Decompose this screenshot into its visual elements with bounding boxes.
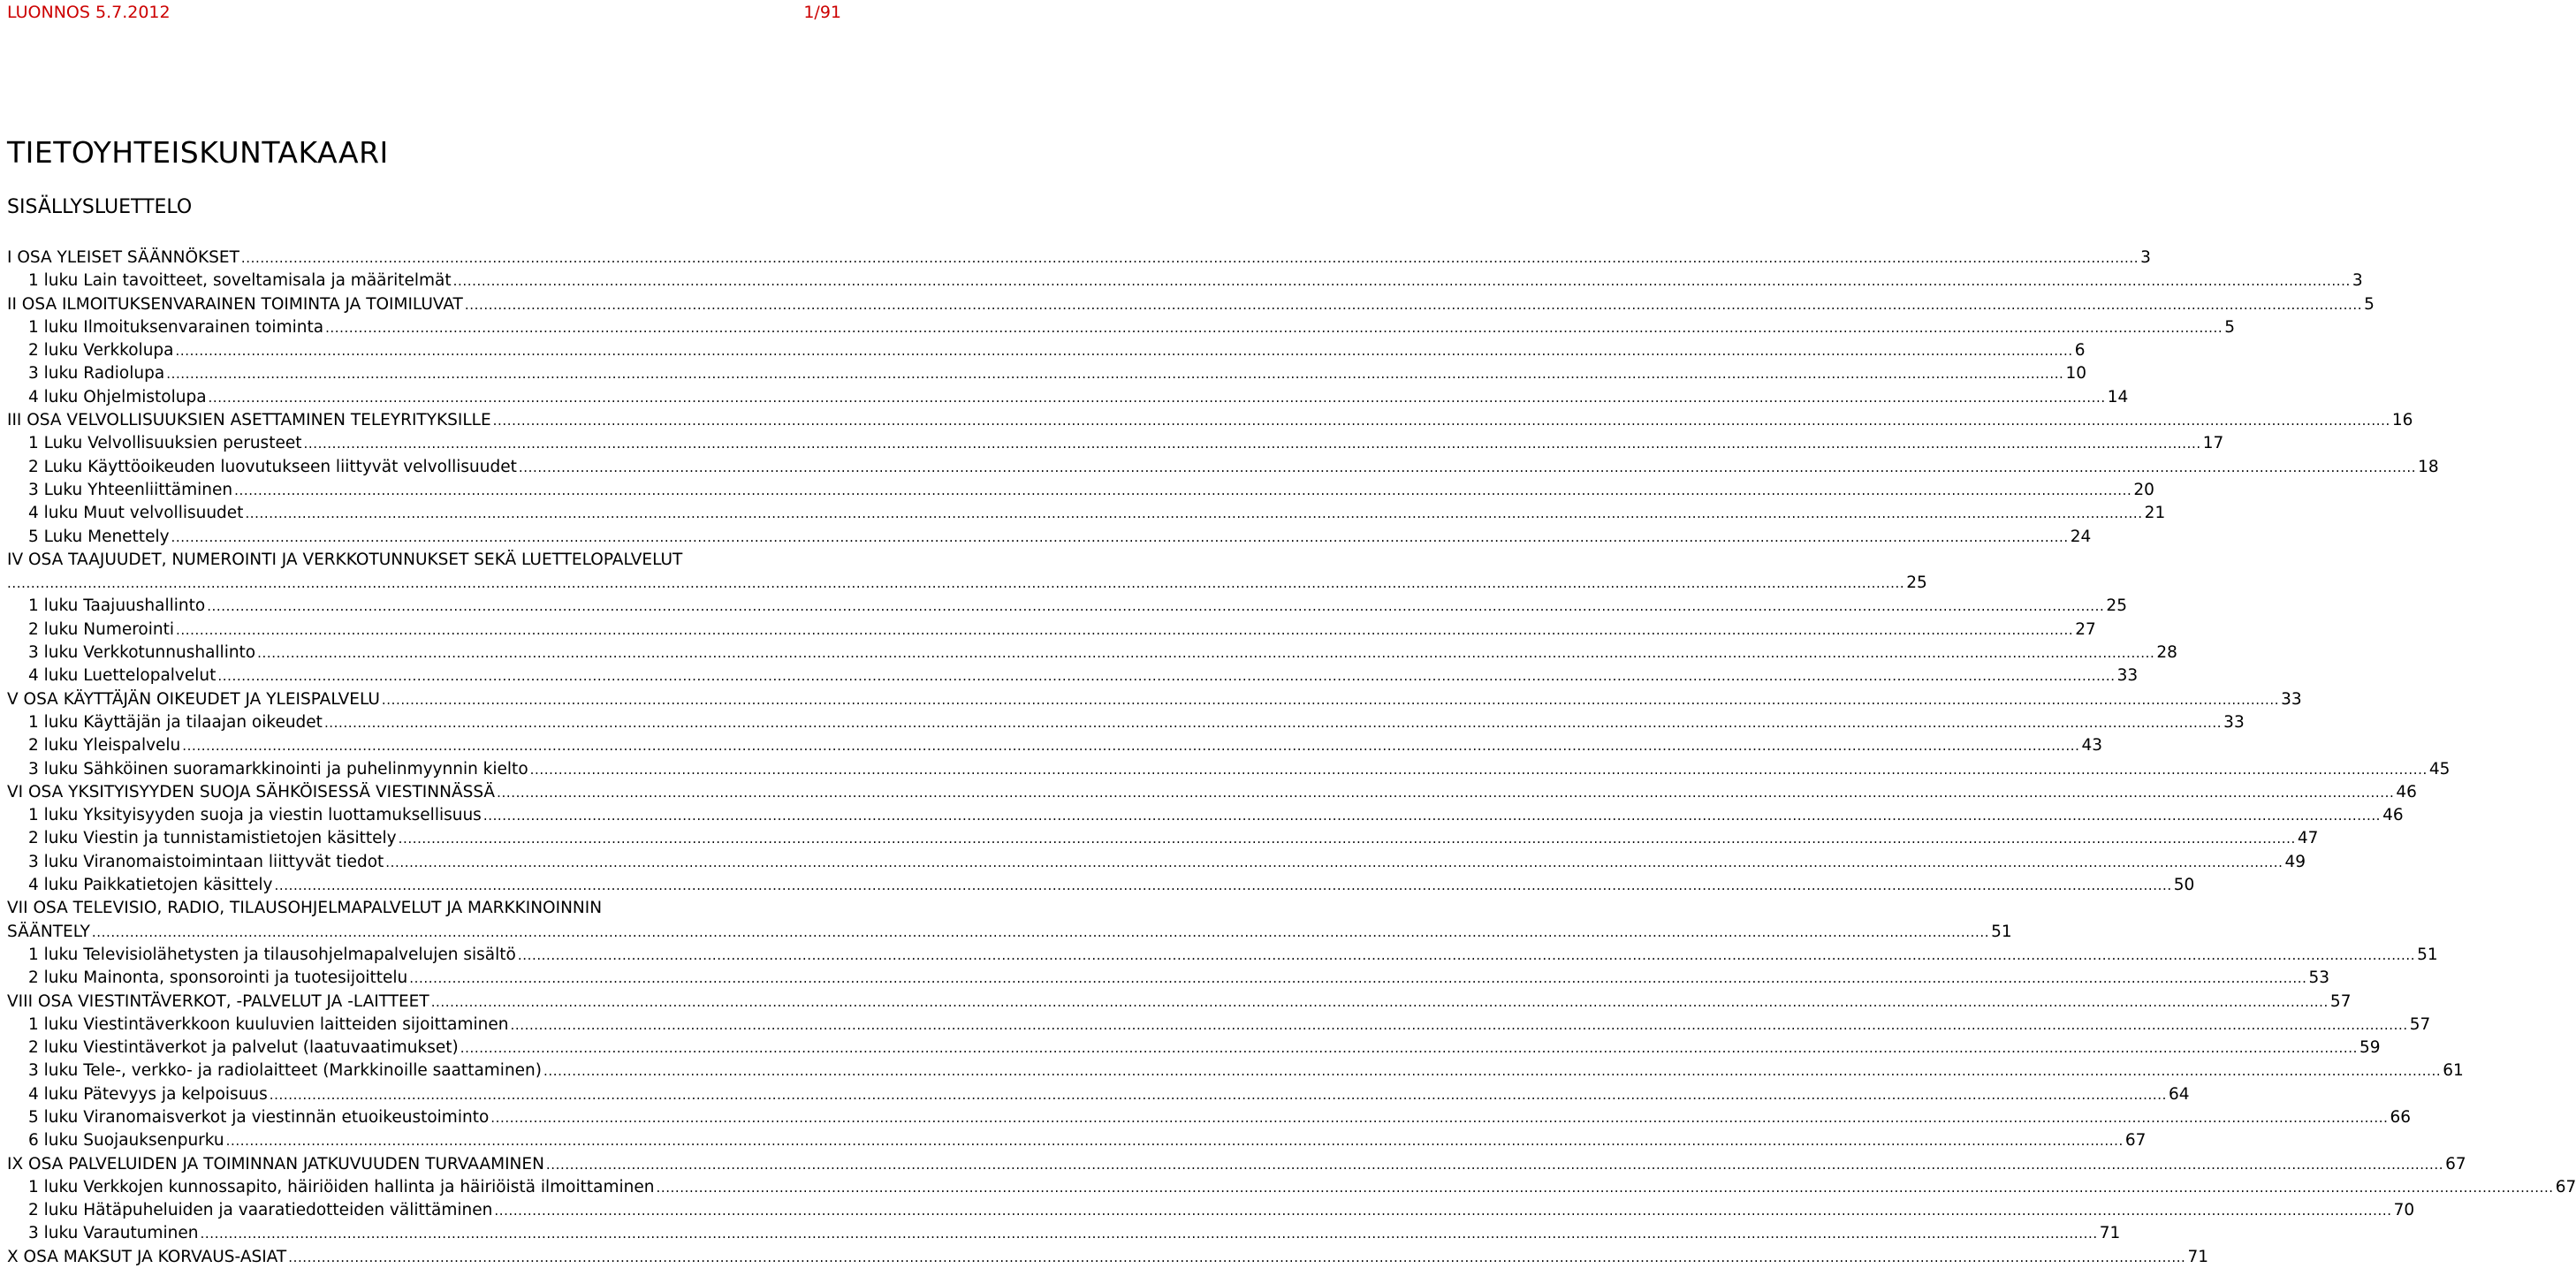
dot-leader: ................................................................................................................................................................................................................................................................................................................................................................................................................: [269, 1086, 2168, 1103]
toc-page-number: 71: [2099, 1224, 2121, 1243]
dot-leader: ................................................................................................................................................................................................................................................................................................................................................................................................................: [274, 877, 2172, 894]
toc-part-entry[interactable]: [7, 293, 2375, 316]
toc-page-number: 43: [2081, 736, 2103, 756]
toc-chapter-entry[interactable]: [7, 479, 2154, 502]
dot-leader: ................................................................................................................................................................................................................................................................................................................................................................................................................: [208, 389, 2106, 406]
toc-entry-label: 1 luku Käyttäjän ja tilaajan oikeudet: [28, 711, 324, 734]
toc-page-number: 51: [2417, 945, 2438, 964]
toc-chapter-entry[interactable]: [7, 804, 2404, 827]
toc-chapter-entry[interactable]: [7, 502, 2166, 525]
toc-chapter-entry[interactable]: [7, 1106, 2412, 1129]
toc-entry-label: 1 luku Taajuushallinto: [28, 595, 207, 618]
toc-entry-label: 2 Luku Käyttöoikeuden luovutukseen liittyvät velvollisuudet: [28, 456, 519, 479]
toc-entry-label: 1 luku Verkkojen kunnossapito, häiriöiden hallinta ja häiriöistä ilmoittaminen: [28, 1176, 656, 1199]
toc-page-number: 59: [2359, 1038, 2381, 1058]
dot-leader: ................................................................................................................................................................................................................................................................................................................................................................................................................: [207, 598, 2105, 615]
dot-leader: ................................................................................................................................................................................................................................................................................................................................................................................................................: [303, 436, 2201, 452]
toc-page-number: 27: [2075, 619, 2096, 639]
dot-leader: ................................................................................................................................................................................................................................................................................................................................................................................................................: [225, 1133, 2124, 1150]
dot-leader: ................................................................................................................................................................................................................................................................................................................................................................................................................: [385, 854, 2283, 870]
toc-page-number: 20: [2133, 480, 2154, 499]
dot-leader: ................................................................................................................................................................................................................................................................................................................................................................................................................: [7, 575, 1905, 592]
dot-leader: ................................................................................................................................................................................................................................................................................................................................................................................................................: [497, 784, 2395, 801]
toc-page-number: 3: [2352, 271, 2363, 291]
toc-page-number: 6: [2074, 341, 2086, 361]
dot-leader: ................................................................................................................................................................................................................................................................................................................................................................................................................: [529, 761, 2428, 778]
toc-page-number: 61: [2443, 1061, 2464, 1081]
toc-chapter-entry[interactable]: [7, 1083, 2190, 1106]
toc-entry-label: 4 luku Pätevyys ja kelpoisuus: [28, 1083, 270, 1106]
dot-leader: ................................................................................................................................................................................................................................................................................................................................................................................................................: [176, 621, 2074, 638]
toc-page-number: 33: [2116, 666, 2139, 686]
toc-entry-label: I OSA YLEISET SÄÄNNÖKSET: [7, 247, 241, 270]
toc-chapter-entry[interactable]: [7, 665, 2139, 687]
toc-entry-label: 6 luku Suojauksenpurku: [28, 1129, 226, 1152]
toc-part-entry[interactable]: [7, 781, 2417, 804]
dot-leader: ................................................................................................................................................................................................................................................................................................................................................................................................................: [452, 273, 2351, 290]
toc-chapter-entry[interactable]: [7, 1014, 2431, 1037]
dot-leader: ................................................................................................................................................................................................................................................................................................................................................................................................................: [517, 946, 2416, 963]
dot-leader: ................................................................................................................................................................................................................................................................................................................................................................................................................: [490, 1109, 2389, 1126]
toc-chapter-entry[interactable]: [7, 1176, 2576, 1199]
toc-entry-label: 1 luku Lain tavoitteet, soveltamisala ja määritelmät: [28, 270, 453, 292]
toc-chapter-entry[interactable]: [7, 339, 2086, 362]
dot-leader: ................................................................................................................................................................................................................................................................................................................................................................................................................: [91, 923, 1990, 940]
toc-page-number: 64: [2169, 1084, 2190, 1104]
toc-entry-label: 2 luku Mainonta, sponsorointi ja tuotesijoittelu: [28, 967, 409, 990]
toc-entry-label: 5 Luku Menettely: [28, 526, 171, 549]
toc-entry-label: 3 luku Verkkotunnushallinto: [28, 642, 257, 665]
toc-page-number: 25: [1906, 573, 1927, 593]
toc-page-number: 47: [2297, 829, 2319, 848]
toc-chapter-entry[interactable]: [7, 456, 2439, 479]
toc-part-entry[interactable]: [7, 409, 2413, 432]
dot-leader: ................................................................................................................................................................................................................................................................................................................................................................................................................: [464, 296, 2363, 313]
toc-entry-label: 3 luku Sähköinen suoramarkkinointi ja puhelinmyynnin kielto: [28, 758, 530, 781]
toc-part-entry[interactable]: [7, 688, 2302, 711]
toc-chapter-entry[interactable]: [7, 642, 2177, 665]
toc-page-number: 21: [2144, 504, 2166, 523]
toc-entry-label: V OSA KÄYTTÄJÄN OIKEUDET JA YLEISPALVELU: [7, 688, 382, 711]
toc-entry-label: 3 luku Varautuminen: [28, 1222, 200, 1245]
dot-leader: ................................................................................................................................................................................................................................................................................................................................................................................................................: [175, 343, 2073, 360]
toc-page-number: 46: [2396, 782, 2417, 801]
toc-chapter-entry[interactable]: [7, 851, 2306, 874]
dot-leader: ................................................................................................................................................................................................................................................................................................................................................................................................................: [492, 413, 2390, 429]
dot-leader: ................................................................................................................................................................................................................................................................................................................................................................................................................: [510, 1016, 2408, 1033]
toc-page-number: 28: [2156, 643, 2177, 663]
toc-entry-label: VII OSA TELEVISIO, RADIO, TILAUSOHJELMAPALVELUT JA MARKKINOINNIN: [7, 899, 603, 918]
toc-chapter-entry[interactable]: [7, 734, 2103, 757]
toc-entry-label: 2 luku Viestintäverkot ja palvelut (laatuvaatimukset): [28, 1037, 460, 1060]
toc-chapter-entry[interactable]: [7, 944, 2438, 967]
toc-entry-label: 3 luku Radiolupa: [28, 362, 166, 385]
toc-chapter-entry[interactable]: [7, 1060, 2464, 1082]
toc-page-number: 33: [2281, 689, 2302, 709]
toc-chapter-entry[interactable]: [7, 711, 2245, 734]
toc-part-entry[interactable]: [7, 1246, 2208, 1269]
dot-leader: ................................................................................................................................................................................................................................................................................................................................................................................................................: [460, 1040, 2358, 1057]
toc-chapter-entry[interactable]: [7, 619, 2096, 642]
toc-page-number: 66: [2390, 1107, 2412, 1127]
toc-entry-label: 4 luku Ohjelmistolupa: [28, 386, 209, 409]
toc-page-number: 70: [2393, 1201, 2415, 1220]
dot-leader: ................................................................................................................................................................................................................................................................................................................................................................................................................: [381, 691, 2280, 708]
dot-leader: ................................................................................................................................................................................................................................................................................................................................................................................................................: [171, 528, 2069, 545]
toc-entry-label: II OSA ILMOITUKSENVARAINEN TOIMINTA JA TOIMILUVAT: [7, 293, 465, 316]
dot-leader: ................................................................................................................................................................................................................................................................................................................................................................................................................: [430, 993, 2329, 1010]
dot-leader: ................................................................................................................................................................................................................................................................................................................................................................................................................: [240, 250, 2139, 266]
dot-leader: ................................................................................................................................................................................................................................................................................................................................................................................................................: [545, 1156, 2444, 1173]
toc-entry-label: 4 luku Muut velvollisuudet: [28, 502, 245, 525]
toc-entry-label: VI OSA YKSITYISYYDEN SUOJA SÄHKÖISESSÄ VIESTINNÄSSÄ: [7, 781, 497, 804]
toc-page-number: 57: [2409, 1014, 2431, 1034]
toc-page-number: 50: [2173, 876, 2195, 895]
toc-chapter-entry[interactable]: [7, 432, 2224, 455]
toc-page-number: 51: [1991, 922, 2012, 941]
toc-entry-label: 1 luku Ilmoituksenvarainen toiminta: [28, 316, 325, 339]
dot-leader: ................................................................................................................................................................................................................................................................................................................................................................................................................: [518, 459, 2417, 475]
toc-chapter-entry[interactable]: [7, 758, 2451, 781]
dot-leader: ................................................................................................................................................................................................................................................................................................................................................................................................................: [288, 1249, 2186, 1265]
document-title: TIETOYHTEISKUNTAKAARI: [7, 135, 389, 170]
dot-leader: ................................................................................................................................................................................................................................................................................................................................................................................................................: [398, 831, 2296, 847]
page-number: 1/91: [803, 3, 841, 22]
toc-entry-label: 5 luku Viranomaisverkot ja viestinnän etuoikeustoiminto: [28, 1106, 490, 1129]
dot-leader: ................................................................................................................................................................................................................................................................................................................................................................................................................: [217, 668, 2116, 685]
dot-leader: ................................................................................................................................................................................................................................................................................................................................................................................................................: [494, 1203, 2392, 1219]
toc-chapter-entry[interactable]: [7, 1222, 2121, 1245]
toc-chapter-entry[interactable]: [7, 270, 2363, 292]
toc-chapter-entry[interactable]: [7, 526, 2092, 549]
toc-page-number: 53: [2308, 968, 2330, 988]
toc-entry-label: 2 luku Yleispalvelu: [28, 734, 182, 757]
toc-page-number: 71: [2187, 1247, 2208, 1266]
toc-page-number: 46: [2382, 806, 2404, 825]
toc-chapter-entry[interactable]: [7, 386, 2129, 409]
toc-part-entry[interactable]: [7, 247, 2151, 270]
toc-chapter-entry[interactable]: [7, 362, 2086, 385]
toc-entry-label: 2 luku Verkkolupa: [28, 339, 176, 362]
dot-leader: ................................................................................................................................................................................................................................................................................................................................................................................................................: [257, 645, 2155, 662]
toc-entry-label: 3 Luku Yhteenliittäminen: [28, 479, 234, 502]
toc-chapter-entry[interactable]: [7, 1037, 2381, 1060]
toc-entry-label: IX OSA PALVELUIDEN JA TOIMINNAN JATKUVUUDEN TURVAAMINEN: [7, 1153, 546, 1176]
toc-entry-label: 1 luku Yksityisyyden suoja ja viestin luottamuksellisuus: [28, 804, 483, 827]
toc-heading: SISÄLLYSLUETTELO: [7, 196, 193, 218]
toc-part-entry[interactable]: [7, 991, 2352, 1014]
dot-leader: ................................................................................................................................................................................................................................................................................................................................................................................................................: [182, 738, 2080, 755]
toc-page-number: 24: [2070, 527, 2092, 546]
toc-entry-label: X OSA MAKSUT JA KORVAUS-ASIAT: [7, 1246, 288, 1269]
dot-leader: ................................................................................................................................................................................................................................................................................................................................................................................................................: [200, 1226, 2098, 1242]
toc-part-entry[interactable]: [7, 897, 2012, 944]
toc-entry-label: III OSA VELVOLLISUUKSIEN ASETTAMINEN TELEYRITYKSILLE: [7, 409, 493, 432]
dot-leader: ................................................................................................................................................................................................................................................................................................................................................................................................................: [483, 808, 2382, 824]
toc-entry-label: SÄÄNTELY: [7, 921, 92, 944]
toc-page-number: 67: [2555, 1177, 2576, 1196]
dot-leader: ................................................................................................................................................................................................................................................................................................................................................................................................................: [323, 714, 2223, 731]
toc-chapter-entry[interactable]: [7, 316, 2236, 339]
toc-page-number: 10: [2065, 364, 2086, 384]
toc-chapter-entry[interactable]: [7, 874, 2195, 897]
table-of-contents: [7, 247, 2576, 1269]
dot-leader: ................................................................................................................................................................................................................................................................................................................................................................................................................: [409, 970, 2307, 987]
toc-entry-label: 4 luku Luettelopalvelut: [28, 665, 217, 687]
toc-entry-label: 1 luku Viestintäverkkoon kuuluvien laitteiden sijoittaminen: [28, 1014, 510, 1037]
toc-page-number: 45: [2428, 759, 2451, 779]
dot-leader: ................................................................................................................................................................................................................................................................................................................................................................................................................: [656, 1179, 2554, 1196]
toc-entry-label: IV OSA TAAJUUDET, NUMEROINTI JA VERKKOTUNNUKSET SEKÄ LUETTELOPALVELUT: [7, 550, 683, 569]
page-header: [7, 3, 841, 26]
toc-entry-label: 2 luku Numerointi: [28, 619, 176, 642]
toc-chapter-entry[interactable]: [7, 1129, 2147, 1152]
toc-chapter-entry[interactable]: [7, 1199, 2415, 1222]
toc-page-number: 5: [2364, 294, 2375, 314]
toc-chapter-entry[interactable]: [7, 827, 2319, 850]
toc-page-number: 49: [2284, 852, 2306, 871]
toc-entry-label: 1 luku Televisiolähetysten ja tilausohjelmapalvelujen sisältö: [28, 944, 518, 967]
toc-chapter-entry[interactable]: [7, 595, 2127, 618]
toc-entry-label: 4 luku Paikkatietojen käsittely: [28, 874, 274, 897]
toc-entry-label: 3 luku Viranomaistoimintaan liittyvät tiedot: [28, 851, 385, 874]
dot-leader: ................................................................................................................................................................................................................................................................................................................................................................................................................: [325, 319, 2223, 336]
toc-page-number: 67: [2445, 1154, 2466, 1173]
draft-label: LUONNOS 5.7.2012: [7, 3, 171, 22]
toc-part-entry[interactable]: [7, 549, 1927, 596]
toc-page-number: 16: [2391, 411, 2413, 430]
dot-leader: ................................................................................................................................................................................................................................................................................................................................................................................................................: [234, 482, 2132, 498]
toc-page-number: 18: [2418, 457, 2439, 476]
toc-entry-label: 1 Luku Velvollisuuksien perusteet: [28, 432, 303, 455]
toc-entry-label: 2 luku Viestin ja tunnistamistietojen käsittely: [28, 827, 399, 850]
toc-page-number: 14: [2107, 387, 2129, 406]
toc-page-number: 17: [2202, 434, 2224, 453]
toc-page-number: 25: [2106, 596, 2127, 616]
dot-leader: ................................................................................................................................................................................................................................................................................................................................................................................................................: [166, 366, 2064, 383]
toc-page-number: 3: [2140, 248, 2151, 267]
toc-page-number: 57: [2329, 991, 2352, 1011]
toc-page-number: 5: [2224, 317, 2236, 337]
dot-leader: ................................................................................................................................................................................................................................................................................................................................................................................................................: [543, 1063, 2442, 1080]
toc-page-number: 67: [2124, 1131, 2147, 1151]
toc-part-entry[interactable]: [7, 1153, 2466, 1176]
toc-entry-label: VIII OSA VIESTINTÄVERKOT, -PALVELUT JA -LAITTEET: [7, 991, 431, 1014]
dot-leader: ................................................................................................................................................................................................................................................................................................................................................................................................................: [245, 505, 2143, 522]
toc-chapter-entry[interactable]: [7, 967, 2330, 990]
toc-entry-label: 3 luku Tele-, verkko- ja radiolaitteet (Markkinoille saattaminen): [28, 1060, 543, 1082]
toc-page-number: 33: [2223, 712, 2245, 732]
toc-entry-label: 2 luku Hätäpuheluiden ja vaaratiedotteiden välittäminen: [28, 1199, 494, 1222]
